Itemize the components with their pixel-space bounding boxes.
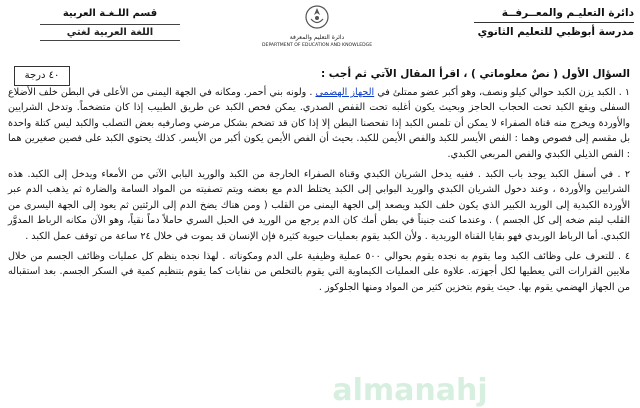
education-logo <box>262 4 372 60</box>
document-header <box>0 4 640 62</box>
department-name: دائرة التعليـم والمعــرفــة <box>501 7 634 19</box>
question-title: السؤال الأول ( نصٌ معلوماتي ) ، اقرأ المقال الآتي ثم أجب : <box>320 68 630 80</box>
arabic-department: قسم اللـغـة العربية <box>62 8 158 19</box>
header-divider <box>474 22 634 23</box>
score-box: ٤٠ درجة <box>14 66 70 86</box>
school-name: مدرسة أبوظبي للتعليم الثانوي <box>477 26 634 38</box>
paragraph-1 <box>8 85 630 162</box>
school-info <box>474 6 634 40</box>
calligraphy-banner: اللغة العربية لغتي <box>40 24 180 41</box>
digestive-system-link[interactable]: الجهاز الهضمي <box>315 87 375 98</box>
paragraph-3: ٤ . للتعرف على وظائف الكبد وما يقوم به نجده يقوم بحوالي ٥٠٠ عملية وظيفية على الدم ومكوناته . لهذا نجده ينظم كل عمليات وظائف الجسم من خلال ملايين القرارات التي يعطيها لكل أجهزته. علاوة على العمليات الكيماوية التي يقوم بالتخلص من نفايات كما يقوم بتنظيم كمية في السكر الجسم. بعد استقباله من الجهاز الهضمي يقوم بها. حيث يقوم بتخزين كثير من المواد ومنها الجلوكوز . <box>8 251 630 293</box>
paragraph-2: ٢ . في أسفل الكبد يوجد باب الكبد . ففيه يدخل الشريان الكبدي وقناة الصفراء الخارجة من الكبد والوريد البابي الآتي من الأمعاء ويدخل إلى الكبد. هذه الشرايين والأوردة ، وعند دخول الشريان الكبدي والوريد البوابي إلى الكبد يختلط الدم مع بعضه ويتم تصفيته من المواد السامة والضارة ثم يذهب الدم عبر الأوردة الكبدية إلى الوريد الكبير الذي يكون خلف الكبد ويصعد إلى الجهة اليمنى من القلب ( ومن هناك يضخ الدم إلى الرئتين ثم يعود إلى الجهة اليسرى من القلب ليتم ضخه إلى كل الجسم ) . وعندما كنت جنيناً في بطن أمك كان الدم يرجع من الوريد في الحبل السري حاملاً دماً نقياً، وهو الآن مكانه الرباط المدوَّر الكبدي. أما الرباط الوريدي فهو بقايا القناة الوريدية . ولأن الكبد يقوم بعمليات حيوية كثيرة فإن الإنسان قد يموت في خلال ٢٤ ساعة من توقف عمل الكبد . <box>8 169 630 242</box>
question-content <box>8 66 630 300</box>
paragraph-1-rest: . ولونه بني أحمر. ومكانه في الجهة اليمنى من الأعلى في البطن خلف الأضلاع السفلى ويقع الكبد تحت الحجاب الحاجز وبحيث يكون أغلبه تحت القفص الصدري. يمكن فحص الكبد عن طريق الطبيب إذا كان متضخماً. وتدخل الشرايين والأوردة ويخرج منه قناة الصفراء لا يمكن أن تلمس الكبد إذا تفحصنا البطن إلا إذا كان قد تضخم بشكل مرضي وصارفيه بعض التصلب والكبد ليس كتلة واحدة بل مقسم إلى فصوص وهما : الفص الأيسر للكبد والفص الأيمن للكبد. بحيث أن الفص الأيمن يكون أكبر من الأيسر. كذلك يحتوي الكبد على فصين صغيرين هما : الفص الذيلي الكبدي والفص المربعي الكبدي. <box>8 87 630 160</box>
svg-text:almanahj: almanahj <box>332 373 488 408</box>
department-info <box>40 6 180 41</box>
logo-text-arabic: دائرة التعليم والمعرفة <box>289 34 345 41</box>
paragraph-1-start: ١ . الكبد يزن الكبد حوالي كيلو ونصف، وهو أكبر عضو ممتلئ في <box>374 87 630 98</box>
emblem-icon <box>304 4 330 30</box>
watermark-icon <box>300 370 520 408</box>
logo-text-english: DEPARTMENT OF EDUCATION AND KNOWLEDGE <box>262 43 373 48</box>
